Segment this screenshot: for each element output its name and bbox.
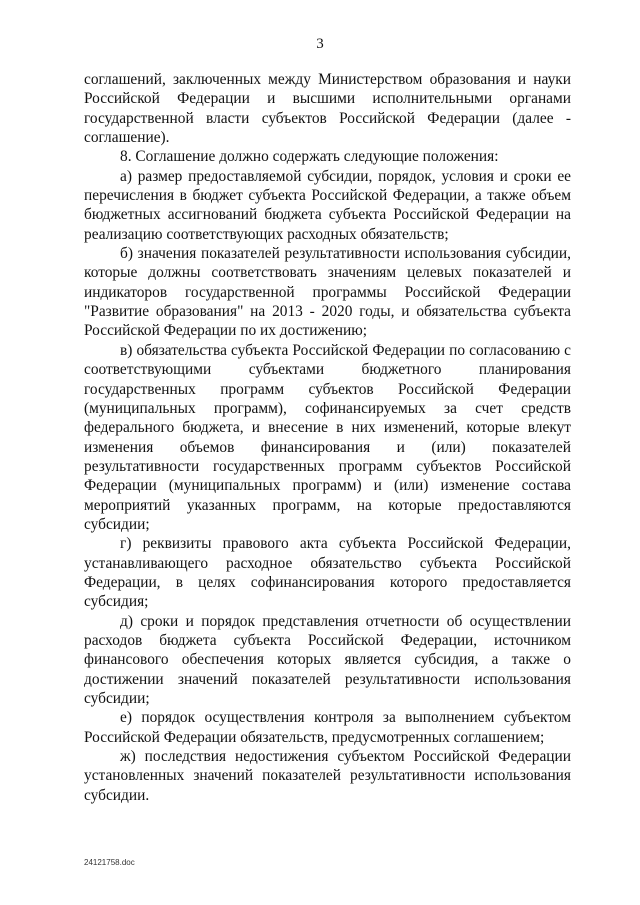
page-number: 3 [316, 36, 324, 52]
paragraph-subitem-e: е) порядок осуществления контроля за выполнением субъектом Российской Федерации обязательств, предусмотренных соглашением; [84, 709, 571, 746]
paragraph-continuation: соглашений, заключенных между Министерством образования и науки Российской Федерации и высшими исполнительными органами государственной власти субъектов Российской Федерации (далее - соглашение). [84, 71, 571, 147]
paragraph-subitem-g: г) реквизиты правового акта субъекта Российской Федерации, устанавливающего расходное обязательство субъекта Российской Федерации, в целях софинансирования которого предоставляется субсидия; [84, 535, 571, 611]
paragraph-subitem-zh: ж) последствия недостижения субъектом Российской Федерации установленных значений показателей результативности использования субсидии. [84, 748, 571, 804]
paragraph-subitem-d: д) сроки и порядок представления отчетности об осуществлении расходов бюджета субъекта Российской Федерации, источником финансового обеспечения которых является субсидия, а также о достижении значений показателей результативности использования субсидии; [84, 612, 571, 707]
paragraph-subitem-a: а) размер предоставляемой субсидии, порядок, условия и сроки ее перечисления в бюджет субъекта Российской Федерации, а также объем бюджетных ассигнований бюджета субъекта Российской Федерации на реализацию соответствующих расходных обязательств; [84, 167, 571, 243]
paragraph-subitem-v: в) обязательства субъекта Российской Федерации по согласованию с соответствующими субъектами бюджетного планирования государственных программ субъектов Российской Федерации (муниципальных программ), софинансируемых за счет средств федерального бюджета, и внесение в них изменений, которые влекут изменения объемов финансирования и (или) показателей результативности государственных программ субъектов Российской Федерации (муниципальных программ) и (или) изменение состава мероприятий указанных программ, на которые предоставляются субсидии; [84, 341, 571, 533]
paragraph-item-8: 8. Соглашение должно содержать следующие положения: [120, 148, 499, 166]
footer-file-code: 24121758.doc [84, 858, 135, 867]
paragraph-subitem-b: б) значения показателей результативности использования субсидии, которые должны соответствовать значениям целевых показателей и индикаторов государственной программы Российской Федерации "Развитие образования" на 2013 - 2020 годы, и обязательства субъекта Российской Федерации по их достижению; [84, 245, 571, 340]
document-body [84, 70, 571, 805]
